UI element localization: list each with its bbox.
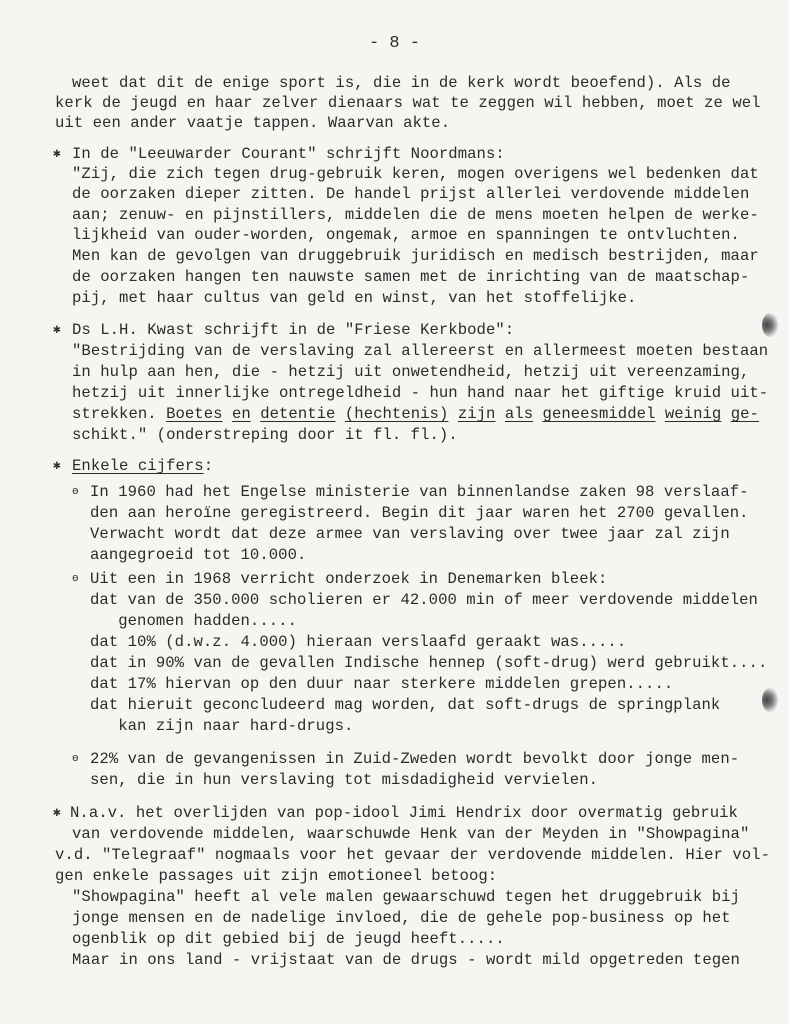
line-prefix: strekken. — [72, 405, 167, 423]
intro-line: kerk de jeugd en haar zelver dienaars wat te zeggen wil hebben, moet ze wel — [55, 94, 761, 112]
circle-bullet-icon: ɵ — [72, 753, 79, 765]
paragraph-line: v.d. "Telegraaf" nogmaals voor het gevaar der verdovende middelen. Hier vol- — [55, 846, 770, 864]
star-bullet-icon: ✱ — [53, 322, 61, 337]
line-suffix: (onderstreping door it fl. fl.). — [147, 426, 458, 444]
punch-hole-icon — [762, 688, 778, 712]
quote-line: de oorzaken dieper zitten. De handel prijst allerlei verdovende middelen — [72, 185, 750, 203]
list-item-line: dat 17% hiervan op den duur naar sterkere middelen grepen..... — [90, 675, 674, 693]
section-heading: In de "Leeuwarder Courant" schrijft Noordmans: — [72, 145, 505, 163]
list-item-line: dat hieruit geconcludeerd mag worden, dat soft-drugs de springplank — [90, 696, 721, 714]
star-bullet-icon: ✱ — [53, 146, 61, 161]
punch-hole-icon — [762, 313, 778, 337]
section-heading — [72, 456, 213, 476]
quote-line: pij, met haar cultus van geld en winst, van het stoffelijke. — [72, 289, 637, 307]
quote-line: lijkheid van ouder-worden, ongemak, armoe en spanningen te ontvluchten. — [72, 226, 740, 244]
star-bullet-icon: ✱ — [53, 458, 61, 473]
line-prefix: schikt." — [72, 426, 148, 444]
quote-line: "Bestrijding van de verslaving zal allereerst en allermeest moeten bestaan — [72, 342, 769, 360]
heading-underlined: Enkele cijfers — [72, 457, 204, 475]
quote-line: de oorzaken hangen ten nauwste samen met de inrichting van de maatschap- — [72, 268, 750, 286]
underlined-word: Boetes — [166, 405, 223, 423]
section-heading: Ds L.H. Kwast schrijft in de "Friese Kerkbode": — [72, 321, 515, 339]
underlined-word: geneesmiddel — [542, 405, 656, 423]
circle-bullet-icon: ɵ — [72, 573, 79, 585]
quote-line: "Zij, die zich tegen drug-gebruik keren, mogen overigens wel bedenken dat — [72, 165, 759, 183]
list-item-line: 22% van de gevangenissen in Zuid-Zweden wordt bevolkt door jonge men- — [90, 750, 740, 768]
list-item-line: kan zijn naar hard-drugs. — [90, 717, 354, 735]
quote-line: Men kan de gevolgen van druggebruik juridisch en medisch bestrijden, maar — [72, 247, 759, 265]
list-item-line: Verwacht wordt dat deze armee van verslaving over twee jaar zal zijn — [90, 525, 730, 543]
quote-line: hetzij uit innerlijke ontregeldheid - hun hand naar het giftige kruid uit- — [72, 384, 769, 402]
underlined-word: weinig — [664, 405, 722, 423]
list-item-line: dat in 90% van de gevallen Indische hennep (soft-drug) werd gebruikt.... — [90, 654, 768, 672]
intro-line: uit een ander vaatje tappen. Waarvan akte. — [55, 114, 451, 132]
underlined-word: en — [231, 405, 251, 423]
underlined-word: ge- — [730, 405, 759, 423]
paragraph-line: ogenblik op dit gebied bij de jeugd heeft..... — [72, 930, 505, 948]
page-number: - 8 - — [368, 34, 420, 53]
quote-line — [72, 404, 759, 424]
list-item-line: Uit een in 1968 verricht onderzoek in Denemarken bleek: — [90, 570, 608, 588]
paragraph-line: jonge mensen en de nadelige invloed, die de gehele pop-business op het — [72, 909, 731, 927]
list-item-line: aangegroeid tot 10.000. — [90, 546, 307, 564]
paragraph-line: "Showpagina" heeft al vele malen gewaarschuwd tegen het druggebruik bij — [72, 888, 740, 906]
list-item-line: dat 10% (d.w.z. 4.000) hieraan verslaafd geraakt was..... — [90, 633, 627, 651]
quote-line: aan; zenuw- en pijnstillers, middelen die de mens moeten helpen de werke- — [72, 206, 759, 224]
list-item-line: dat van de 350.000 scholieren er 42.000 min of meer verdovende middelen — [90, 591, 758, 609]
underlined-word: als — [504, 405, 534, 423]
paragraph-line: Maar in ons land - vrijstaat van de drugs - wordt mild opgetreden tegen — [72, 951, 740, 969]
intro-line: weet dat dit de enige sport is, die in de kerk wordt beoefend). Als de — [72, 74, 731, 92]
underlined-word: (hechtenis) — [344, 405, 449, 423]
paragraph-line: N.a.v. het overlijden van pop-idool Jimi Hendrix door overmatig gebruik — [70, 804, 738, 822]
list-item-line: genomen hadden..... — [90, 612, 297, 630]
quote-line — [72, 425, 458, 445]
list-item-line: sen, die in hun verslaving tot misdadigheid vervielen. — [90, 771, 599, 789]
star-bullet-icon: ✱ — [53, 805, 61, 820]
paragraph-line: gen enkele passages uit zijn emotioneel betoog: — [55, 867, 498, 885]
circle-bullet-icon: ɵ — [72, 486, 79, 498]
paragraph-line: van verdovende middelen, waarschuwde Henk van der Meyden in "Showpagina" — [72, 825, 750, 843]
quote-line: in hulp aan hen, die - hetzij uit onwetendheid, hetzij uit vereenzaming, — [72, 363, 750, 381]
underlined-word: zijn — [457, 405, 496, 423]
heading-colon: : — [203, 457, 214, 475]
list-item-line: In 1960 had het Engelse ministerie van binnenlandse zaken 98 verslaaf- — [90, 483, 749, 501]
list-item-line: den aan heroïne geregistreerd. Begin dit jaar waren het 2700 gevallen. — [90, 504, 749, 522]
underlined-word: detentie — [260, 405, 336, 423]
